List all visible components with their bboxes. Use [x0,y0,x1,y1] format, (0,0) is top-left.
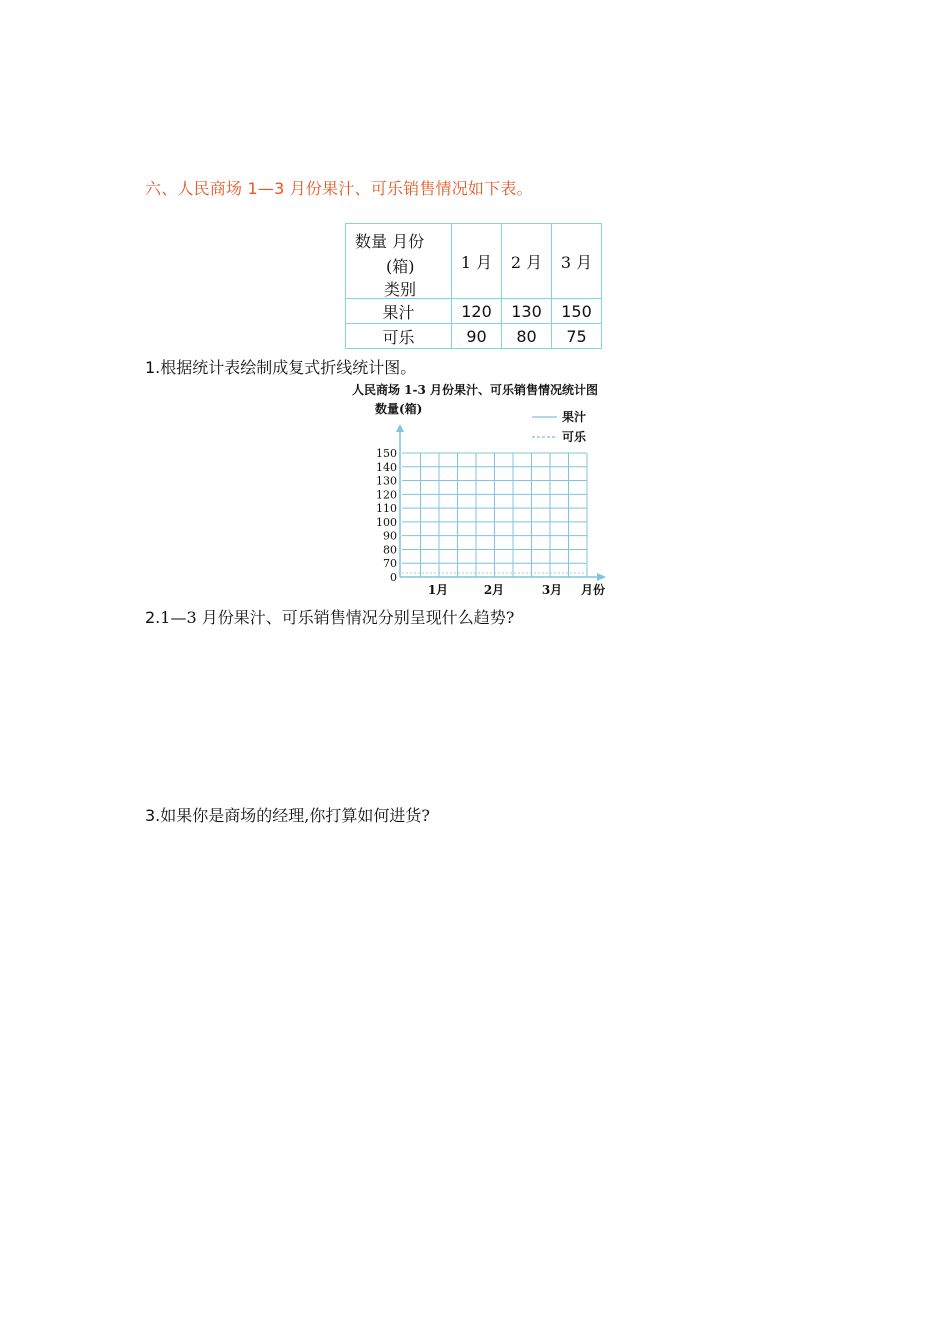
chart-ylabel: 数量(箱) [375,402,423,416]
y-tick-label: 140 [376,460,397,474]
header-bottom-label: 类别 [384,280,417,299]
cell-juice-2: 130 [502,299,552,324]
table-row [346,324,602,349]
cell-juice-3: 150 [552,299,602,324]
question-2 [145,605,514,628]
cell-cola-3: 75 [552,324,602,349]
chart-title: 人民商场 1-3 月份果汁、可乐销售情况统计图 [351,383,599,397]
y-tick-label: 120 [376,488,397,502]
cell-juice-1: 120 [452,299,502,324]
x-tick-label: 1月 [427,583,449,597]
month-header-1: 1 月 [452,224,502,299]
header-mid-label: (箱) [386,257,415,276]
cell-cola-2: 80 [502,324,552,349]
y-tick-label: 150 [376,447,397,460]
row-label-juice: 果汁 [346,299,452,324]
y-tick-label: 130 [376,474,397,488]
month-header-2: 2 月 [502,224,552,299]
table-row [346,299,602,324]
question-2-text: 1—3 月份果汁、可乐销售情况分别呈现什么趋势? [160,608,515,627]
y-axis-arrow [396,424,404,432]
legend-label-1: 果汁 [562,410,587,424]
row-label-cola: 可乐 [346,324,452,349]
x-tick-label: 2月 [483,583,505,597]
legend-label-2: 可乐 [562,430,587,444]
question-2-number: 2. [145,608,161,627]
y-tick-label: 80 [383,543,397,557]
line-chart [325,378,625,604]
question-1-text: 根据统计表绘制成复式折线统计图。 [160,358,417,377]
question-3-text: 如果你是商场的经理,你打算如何进货? [160,806,430,825]
x-tick-label: 3月 [541,583,563,597]
y-tick-label: 70 [383,557,397,571]
y-tick-label: 90 [383,529,397,543]
question-3-number: 3. [145,806,161,825]
cell-cola-1: 90 [452,324,502,349]
y-tick-label: 100 [376,515,397,529]
table-corner-header [346,224,452,299]
x-axis-arrow [597,573,606,581]
question-1 [145,355,416,378]
sales-table [345,223,602,349]
question-1-number: 1. [145,358,161,377]
section-heading: 六、人民商场 1—3 月份果汁、可乐销售情况如下表。 [145,179,533,198]
header-top-label: 数量 月份 [355,232,425,251]
y-tick-label: 110 [376,502,397,516]
month-header-3: 3 月 [552,224,602,299]
question-3 [145,803,430,826]
y-tick-label: 0 [390,571,397,584]
chart-xlabel: 月份 [580,583,606,597]
